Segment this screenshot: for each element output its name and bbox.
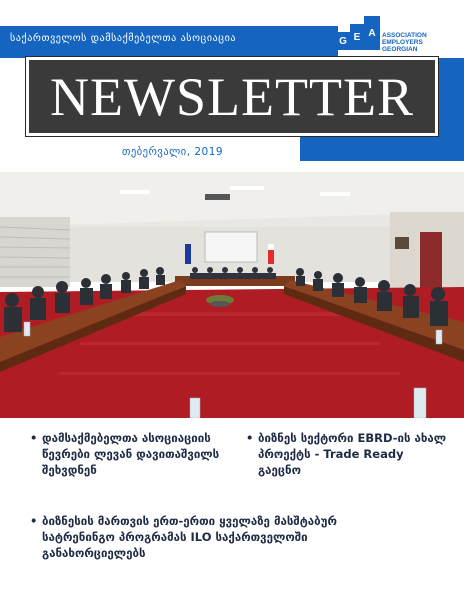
- news-bullet-3-text: ბიზნესის მართვის ერთ-ერთი ყველაზე მასშტაბურ სატრენინგო პროგრამას ILO საქართველოში განახორციელებს: [42, 514, 337, 560]
- news-bullet-1: [30, 430, 237, 478]
- newsletter-banner: [26, 57, 438, 136]
- newsletter-title: NEWSLETTER: [50, 66, 414, 127]
- conference-room-photo: [0, 172, 464, 418]
- issue-date: თებერვალი, 2019: [122, 146, 224, 158]
- bullet-dot-icon: •: [30, 431, 38, 445]
- organization-name: საქართველოს დამსაქმებელთა ასოციაცია: [10, 33, 237, 44]
- logo-line-employers: EMPLOYERS: [382, 39, 423, 46]
- news-bullet-2-text: ბიზნეს სექტორი EBRD-ის ახალ პროექტს - Trade Ready გაეცნო: [258, 431, 447, 477]
- bullet-dot-icon: •: [30, 514, 38, 528]
- gea-logo: [336, 14, 456, 58]
- logo-line-georgian: GEORGIAN: [382, 46, 418, 53]
- news-bullet-1-text: დამსაქმებელთა ასოციაციის წევრები ლევან დავითაშვილს შეხვდნენ: [42, 431, 220, 477]
- bullet-dot-icon: •: [246, 431, 254, 445]
- logo-letter-g: G: [336, 32, 350, 50]
- logo-letter-a: A: [364, 16, 380, 50]
- logo-line-association: ASSOCIATION: [382, 32, 427, 39]
- news-bullet-3: [30, 513, 362, 561]
- logo-text: [382, 32, 427, 53]
- news-bullet-2: [246, 430, 448, 478]
- logo-letter-e: E: [350, 24, 364, 50]
